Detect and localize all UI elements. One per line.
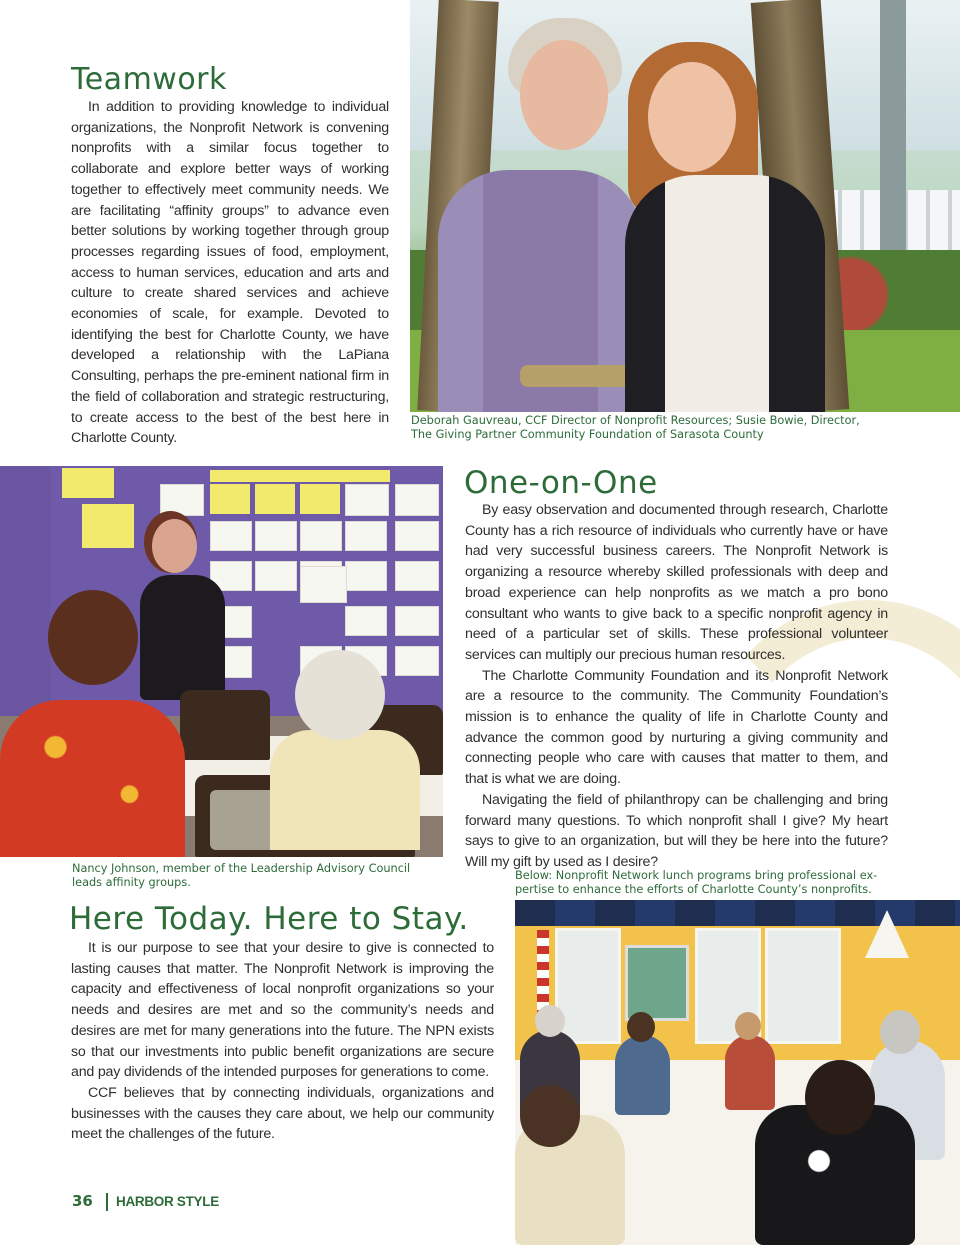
one-on-one-body <box>465 500 888 873</box>
seated-woman-white-head <box>295 650 385 740</box>
one-on-one-heading: One-on-One <box>464 465 658 501</box>
photo-deborah-and-susie <box>410 0 960 412</box>
one-on-one-paragraph-1: By easy observation and documented through research, Charlotte County has a rich resource of individuals who currently have or have had very successful business careers. The Nonprofit Network is organizing a resource whereby skilled professionals with deep and broad experience can help nonprofits as we match a pro bono consultant who wants to give back to a specific nonprofit agency in need of a particular set of skills. These professional volunteer services can multiply our precious human resources. <box>465 502 888 663</box>
photo-top-caption-line1: Deborah Gauvreau, CCF Director of Nonprofit Resources; Susie Bowie, Director, <box>411 414 860 427</box>
here-today-body <box>71 938 494 1145</box>
footer-divider <box>106 1193 108 1211</box>
page-number: 36 <box>72 1192 93 1210</box>
teamwork-paragraph: In addition to providing knowledge to individual organizations, the Nonprofit Network is convening nonprofits with a similar focus together to collaborate and explore better ways of working together to effectively meet community needs. We are facilitating “affinity groups” to advance even better solutions by working together through group processes regarding issues of food, employment, access to human services, education and arts and culture to create shared services and achieve economies of scale, for example. Devoted to identifying the best for Charlotte County, we have developed a relationship with the LaPiana Consulting, perhaps the pre-eminent national firm in the field of collaboration and strategic restructuring, to create access to the best of the best here in Charlotte County. <box>71 99 389 447</box>
here-today-paragraph-1: It is our purpose to see that your desire to give is connected to lasting causes that matter. The Nonprofit Network is improving the capacity and effectiveness of local nonprofit organizations so your needs and desires are met and so the community’s needs and desires are met for many generations into the future. The NPN exists so that our investments into public benefit organizations are secure and pay dividends of the intended purposes for generations to come. <box>71 940 494 1081</box>
teamwork-body <box>71 97 389 449</box>
photo-left-caption <box>72 862 442 889</box>
one-on-one-paragraph-3: Navigating the field of philanthropy can be challenging and bring forward many questions. To which nonprofit shall I give? My heart says to give to an organization, but will they be here into the future? Will my gift by used as I desire? <box>465 791 888 870</box>
photo-bottom-caption <box>515 869 955 896</box>
teamwork-heading: Teamwork <box>71 62 227 97</box>
photo-bottom-caption-line2: pertise to enhance the efforts of Charlotte County’s nonprofits. <box>515 882 872 896</box>
photo-left-caption-line1: Nancy Johnson, member of the Leadership Advisory Council <box>72 862 411 875</box>
one-on-one-paragraph-2: The Charlotte Community Foundation and its Nonprofit Network are a resource to the community. The Community Foundation’s mission is to enhance the quality of life in Charlotte County and advance the common good by nurturing a giving community and connecting people who care with causes that matter to them, and that is what we are doing. <box>465 667 888 788</box>
seated-woman-red-head <box>48 590 138 685</box>
photo-top-caption-line2: The Giving Partner Community Foundation of Sarasota County <box>411 427 764 441</box>
presenter-figure <box>140 575 225 700</box>
photo-bottom-caption-line1: Below: Nonprofit Network lunch programs bring professional ex- <box>515 869 878 882</box>
seated-woman-red <box>0 700 185 857</box>
presenter-head <box>152 519 197 573</box>
chair <box>180 690 270 760</box>
here-today-paragraph-2: CCF believes that by connecting individuals, organizations and businesses with the causes they care about, we help our community meet the challenges of the future. <box>71 1084 494 1143</box>
seated-woman-white <box>270 730 420 850</box>
photo-left-caption-line2: leads affinity groups. <box>72 875 191 889</box>
magazine-name: HARBOR STYLE <box>116 1194 219 1209</box>
here-today-heading: Here Today. Here to Stay. <box>69 901 469 937</box>
photo-top-caption <box>411 414 956 441</box>
photo-lunch-program <box>515 900 960 1245</box>
